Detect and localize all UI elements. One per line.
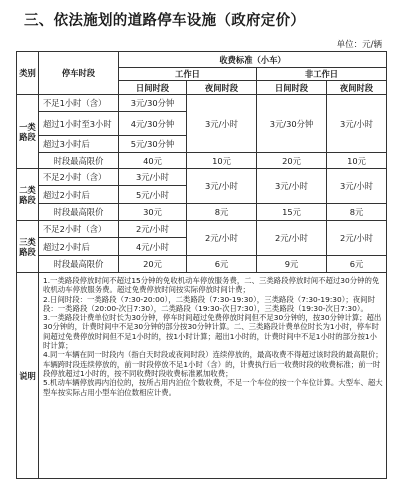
class3-nonwork-night: 2元/小时 [327, 221, 387, 256]
class2-cap-night: 8元 [187, 204, 257, 221]
class3-day-1: 2元/小时 [119, 221, 187, 238]
notes-body [39, 273, 387, 479]
class2-night: 3元/小时 [187, 169, 257, 204]
class3-label: 三类路段 [17, 221, 39, 273]
class1-cap-label: 时段最高限价 [39, 153, 119, 169]
class1-cap-night: 10元 [187, 153, 257, 169]
table-row [17, 256, 387, 273]
table-row [17, 95, 387, 112]
note-item: 4.同一车辆在同一时段内（指白天时段或夜间时段）连续停放的，最高收费不得超过该时段的最高限价；车辆跨时段连续停放的，前一时段停放不足1小时（含）的，计费执行后一收费时段的收费标准；前一时段停放超过1小时的，按不同收费时段收费标准累加收费； [43, 350, 383, 378]
class3-night: 2元/小时 [187, 221, 257, 256]
class3-cap-nonwork-night: 6元 [327, 256, 387, 273]
fee-table [16, 51, 387, 479]
class2-label: 二类路段 [17, 169, 39, 221]
class2-nonwork-day: 3元/小时 [257, 169, 327, 204]
header-standard: 收费标准（小车） [119, 52, 387, 68]
header-nonworkday-day: 日间时段 [257, 81, 327, 95]
class1-cap-day: 40元 [119, 153, 187, 169]
class1-label: 一类路段 [17, 95, 39, 169]
class3-cap-nonwork-day: 9元 [257, 256, 327, 273]
class3-nonwork-day: 2元/小时 [257, 221, 327, 256]
note-item: 1.一类路段停放时间不超过15分钟的免收机动车停放服务费，二、三类路段停放时间不超过30分钟的免收机动车停放服务费。超过免费停放时间按实际停放时间计费； [43, 276, 380, 295]
note-item: 3.一类路段计费单位时长为30分钟，停车时间超过免费停放时间但不足30分钟的，按30分钟计算；超出30分钟的，计费时间中不足30分钟的部分按30分钟计算。二、三类路段计费单位时长为1小时，停车时间超过免费停放时间但不足1小时的，按1小时计算；超出1小时的，计费时间中不足1小时的部分按1小时计算； [43, 313, 382, 351]
notes-row [17, 273, 387, 479]
class3-period-1: 不足2小时（含） [39, 221, 119, 238]
table-row [17, 221, 387, 238]
note-item: 5.机动车辆停放再内泊位的，按所占用内泊位个数收费，不足一个车位的按一个车位计算。大型车、超大型车按实际占用小型车泊位数相应计费。 [43, 378, 383, 397]
class1-period-2: 超过1小时至3小时 [39, 112, 119, 136]
class1-cap-nonwork-night: 10元 [327, 153, 387, 169]
notes-label: 说明 [17, 273, 39, 479]
header-workday: 工作日 [119, 68, 257, 81]
class2-cap-day: 30元 [119, 204, 187, 221]
class2-cap-nonwork-night: 8元 [327, 204, 387, 221]
class1-night: 3元/小时 [187, 95, 257, 153]
unit-label: 单位：元/辆 [336, 40, 382, 50]
class3-period-2: 超过2小时后 [39, 238, 119, 256]
header-nonworkday-night: 夜间时段 [327, 81, 387, 95]
class1-day-2: 4元/30分钟 [119, 112, 187, 136]
class2-period-1: 不足2小时（含） [39, 169, 119, 186]
table-row [17, 169, 387, 186]
class1-nonwork-night: 3元/小时 [327, 95, 387, 153]
table-row [17, 153, 387, 169]
table-row [17, 204, 387, 221]
note-item: 2.日间时段：一类路段（7:30-20:00），二类路段（7:30-19:30），三类路段（7:30-19:30）；夜间时段：一类路段（20:00-次日7:30），二类路段（19:30-次日7:30），三类路段（19:30-次日7:30）。 [43, 294, 375, 313]
class2-day-2: 5元/小时 [119, 186, 187, 204]
header-workday-day: 日间时段 [119, 81, 187, 95]
header-nonworkday: 非工作日 [257, 68, 387, 81]
class3-cap-day: 20元 [119, 256, 187, 273]
class1-day-3: 5元/30分钟 [119, 136, 187, 153]
class2-period-2: 超过2小时后 [39, 186, 119, 204]
class1-nonwork-day: 3元/30分钟 [257, 95, 327, 153]
class1-day-1: 3元/30分钟 [119, 95, 187, 112]
class3-cap-label: 时段最高限价 [39, 256, 119, 273]
class2-cap-label: 时段最高限价 [39, 204, 119, 221]
class1-period-1: 不足1小时（含） [39, 95, 119, 112]
page-title: 三、依法施划的道路停车设施（政府定价） [24, 13, 306, 29]
header-workday-night: 夜间时段 [187, 81, 257, 95]
class1-cap-nonwork-day: 20元 [257, 153, 327, 169]
class3-day-2: 4元/小时 [119, 238, 187, 256]
class3-cap-night: 6元 [187, 256, 257, 273]
header-row-standard [17, 52, 387, 68]
class2-nonwork-night: 3元/小时 [327, 169, 387, 204]
class2-day-1: 3元/小时 [119, 169, 187, 186]
class2-cap-nonwork-day: 15元 [257, 204, 327, 221]
class1-period-3: 超过3小时后 [39, 136, 119, 153]
header-category: 类别 [17, 52, 39, 95]
header-period: 停车时段 [39, 52, 119, 95]
